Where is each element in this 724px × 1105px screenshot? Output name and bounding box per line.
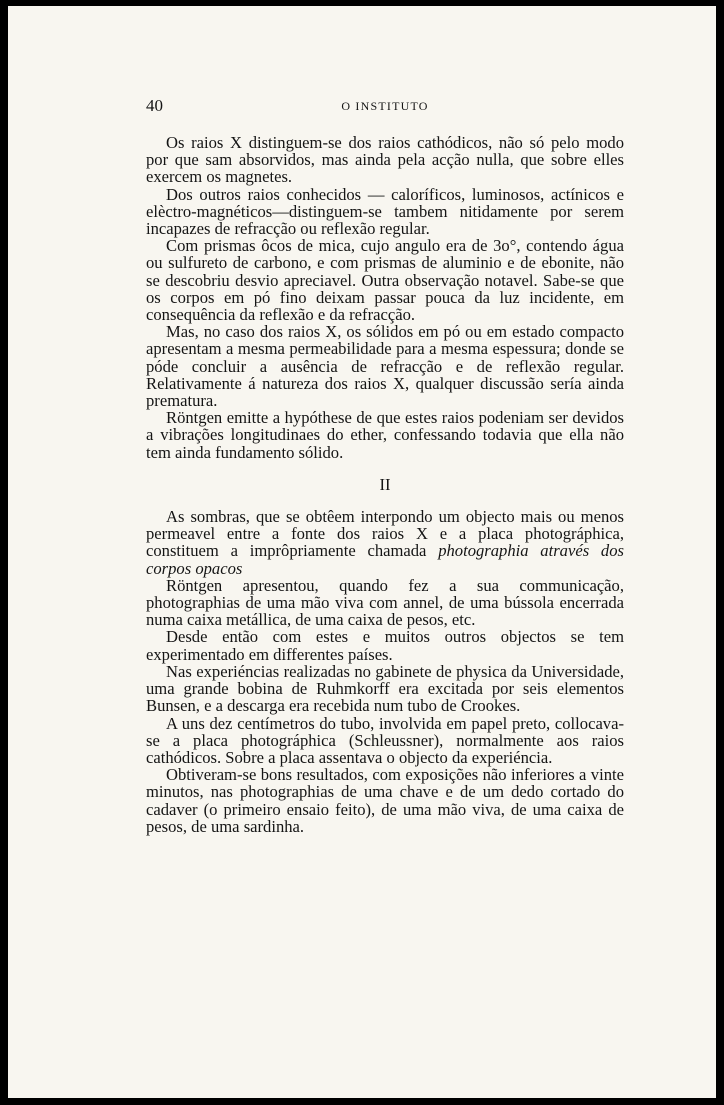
paragraph: Mas, no caso dos raios X, os sólidos em pó ou em estado compacto apresentam a mesma permeabilidade para a mesma espessura; donde se póde concluir a ausência de refracção e de reflexão regular. Relativamente á natureza dos raios X, qualquer discussão sería ainda prematura. [146, 322, 624, 411]
paragraph: Röntgen emitte a hypóthese de que estes raios podeniam ser devidos a vibrações longitudinaes do ether, confessando todavia que ella não tem ainda fundamento sólido. [146, 408, 624, 462]
italic-phrase: photographia através dos corpos opacos [146, 541, 624, 578]
book-page [8, 6, 716, 1098]
paragraph: A uns dez centímetros do tubo, involvida em papel preto, collocava-se a placa photográphica (Schleussner), normalmente aos raios cathódicos. Sobre a placa assentava o objecto da experiéncia. [146, 713, 624, 767]
paragraph: Com prismas ôcos de mica, cujo angulo era de 3o°, contendo água ou sulfureto de carbono, e com prismas de aluminio e de ebonite, não se descobriu desvio apreciavel. Outra observação notavel. Sabe-se que os corpos em pó fino deixam passar pouca da luz incidente, em consequência da reflexão e da refracção. [146, 236, 624, 325]
paragraph: Os raios X distinguem-se dos raios cathódicos, não só pelo modo por que sam absorvidos, mas ainda pela acção nulla, que sobre elles exercem os magnetes. [146, 133, 624, 187]
paragraph: Nas experiéncias realizadas no gabinete de physica da Universidade, uma grande bobina de Ruhmkorff era excitada por seis elementos Bunsen, e a descarga era recebida num tubo de Crookes. [146, 661, 624, 716]
paragraph [146, 508, 624, 577]
paragraph: Desde então com estes e muitos outros objectos se tem experimentado em differentes países. [146, 627, 624, 664]
paragraph-text: As sombras, que se obtêem interpondo um objecto mais ou menos permeavel entre a fonte dos raios X e a placa photográphica, constituem a imprôpriamente chamada [146, 507, 624, 561]
body-text [146, 134, 624, 835]
paragraph: Röntgen apresentou, quando fez a sua communicação, photographias de uma mão viva com annel, de uma bússola encerrada numa caixa metállica, de uma caixa de pesos, etc. [146, 575, 624, 630]
page-header [146, 96, 624, 118]
running-title: O INSTITUTO [341, 99, 429, 113]
paragraph: Obtiveram-se bons resultados, com exposições não inferiores a vinte minutos, nas photographias de uma chave e de um dedo cortado do cadaver (o primeiro ensaio feito), de uma mão viva, de uma caixa de pesos, de uma sardinha. [146, 765, 624, 836]
page-number: 40 [146, 96, 163, 115]
section-heading: II [379, 474, 391, 494]
paragraph: Dos outros raios conhecidos — caloríficos, luminosos, actínicos e elèctro-magnéticos—distinguem-se tambem nitidamente por serem incapazes de refracção ou reflexão regular. [146, 184, 624, 239]
